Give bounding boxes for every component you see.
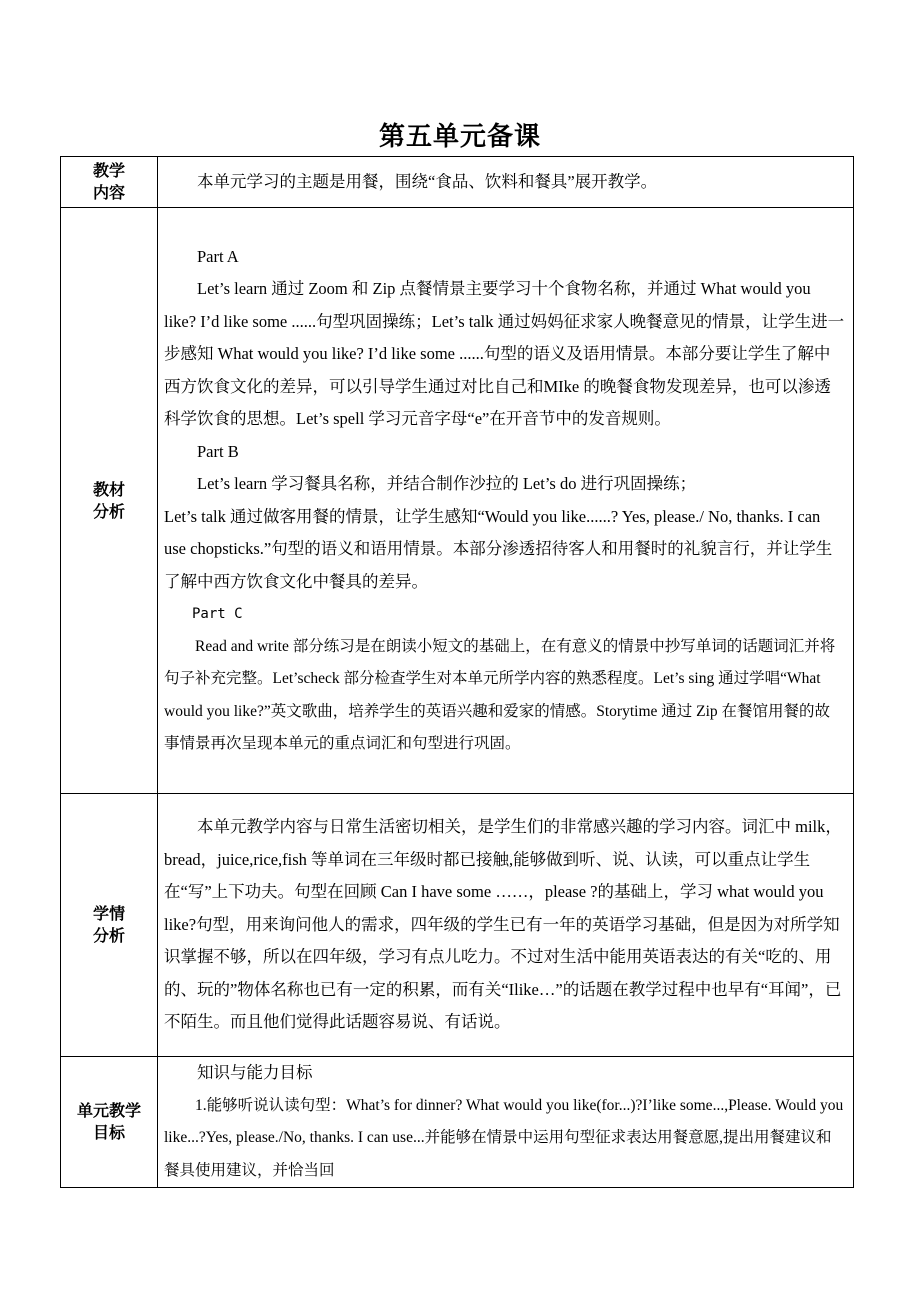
part-b-text-2: Let’s talk 通过做客用餐的情景，让学生感知“Would you like......? Yes, please./ No, thanks. I can use chopsticks.”句型的语义和语用情景。本部分渗透招待客人和用餐时的礼貌言行，并让学生了解中西方饮食文化中餐具的差异。 <box>164 506 833 591</box>
label-line: 分析 <box>92 926 125 945</box>
unit-goals-cell <box>158 1057 854 1188</box>
row-label-unit-goals <box>61 1057 158 1188</box>
page-title: 第五单元备课 <box>378 122 541 152</box>
teaching-content-cell <box>158 157 854 208</box>
part-c-text: Read and write 部分练习是在朗读小短文的基础上，在有意义的情景中抄写单词的话题词汇并将句子补充完整。Let’scheck 部分检查学生对本单元所学内容的熟悉程度。Let’s sing 通过学唱“What would you like?”英文歌曲，培养学生的英语兴趣和爱家的情感。Storytime 通过 Zip 在餐馆用餐的故事情景再次呈现本单元的重点词汇和句型进行巩固。 <box>164 637 836 752</box>
table-row <box>61 794 854 1057</box>
teaching-content-text: 本单元学习的主题是用餐，围绕“食品、饮料和餐具”展开教学。 <box>197 172 658 191</box>
label-line: 分析 <box>92 501 125 521</box>
label-line: 教学 <box>92 161 125 180</box>
lesson-plan-table <box>60 156 854 1188</box>
label-line: 单元教学 <box>76 1101 141 1120</box>
label-line: 教材 <box>92 479 125 499</box>
goals-item-1: 1.能够听说认读句型：What’s for dinner? What would you like(for...)?I’like some...,Please. Would you like...?Yes, please./No, thanks. I can use...并能够在情景中运用句型征求表达用餐意愿,提出用餐建议和餐具使用建议，并恰当回 <box>164 1096 844 1179</box>
row-label-learner-analysis <box>61 794 158 1057</box>
row-label-teaching-content <box>61 157 158 208</box>
part-c-heading: Part C <box>192 606 243 622</box>
material-analysis-cell <box>158 208 854 794</box>
row-label-material-analysis <box>61 208 158 794</box>
part-a-heading: Part A <box>197 246 239 266</box>
part-a-text: Let’s learn 通过 Zoom 和 Zip 点餐情景主要学习十个食物名称，并通过 What would you like? I’d like some ......句型巩固操练；Let’s talk 通过妈妈征求家人晚餐意见的情景，让学生进一步感知 What would you like? I’d like some ......句型的语义及语用情景。本部分要让学生了解中西方饮食文化的差异，可以引导学生通过对比自己和MIke 的晚餐食物发现差异，也可以渗透科学饮食的思想。Let’s spell 学习元音字母“e”在开音节中的发音规则。 <box>164 279 845 428</box>
table-row <box>61 157 854 208</box>
label-line: 目标 <box>92 1123 125 1142</box>
table-row <box>61 208 854 794</box>
table-row <box>61 1057 854 1188</box>
label-line: 学情 <box>92 904 125 923</box>
learner-analysis-text: 本单元教学内容与日常生活密切相关，是学生们的非常感兴趣的学习内容。词汇中 milk， bread，juice,rice,fish 等单词在三年级时都已接触,能够做到听、说、认读，可以重点让学生在“写”上下功夫。句型在回顾 Can I have some ……，please ?的基础上，学习 what would you like?句型，用来询问他人的需求，四年级的学生已有一年的英语学习基础，但是因为对所学知识掌握不够，所以在四年级，学习有点儿吃力。不过对生活中能用英语表达的有关“吃的、用的、玩的”物体名称也已有一定的积累，而有关“Ilike…”的话题在教学过程中也早有“耳闻”，已不陌生。而且他们觉得此话题容易说、有话说。 <box>164 817 842 1032</box>
goals-heading: 知识与能力目标 <box>197 1063 313 1082</box>
part-b-heading: Part B <box>197 441 239 461</box>
label-line: 内容 <box>92 183 125 202</box>
part-b-text-1: Let’s learn 学习餐具名称，并结合制作沙拉的 Let’s do 进行巩固操练； <box>197 474 697 493</box>
learner-analysis-cell <box>158 794 854 1057</box>
